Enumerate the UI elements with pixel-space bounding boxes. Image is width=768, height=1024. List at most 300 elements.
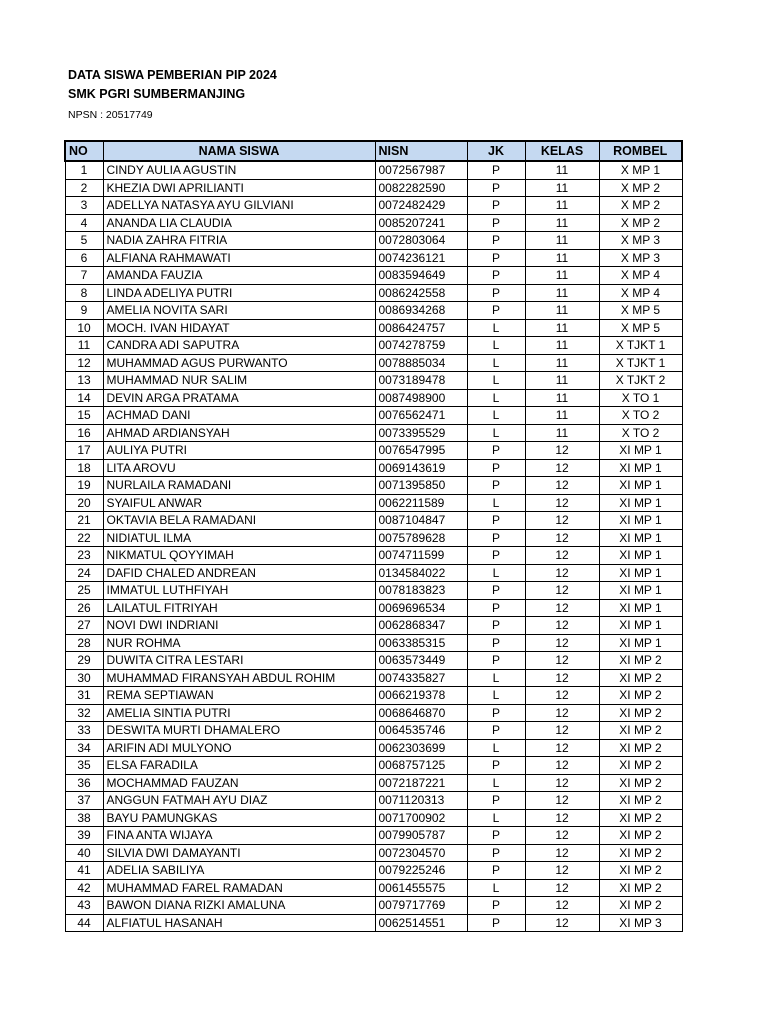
cell-no: 15 [65, 407, 103, 425]
cell-nisn: 0073189478 [375, 372, 467, 390]
cell-nisn: 0062303699 [375, 739, 467, 757]
cell-kelas: 12 [525, 739, 599, 757]
cell-no: 39 [65, 827, 103, 845]
cell-rombel: XI MP 3 [599, 914, 682, 932]
cell-jk: L [467, 424, 525, 442]
cell-no: 35 [65, 757, 103, 775]
cell-jk: P [467, 302, 525, 320]
npsn-label: NPSN : 20517749 [68, 109, 153, 121]
cell-jk: L [467, 687, 525, 705]
cell-kelas: 12 [525, 687, 599, 705]
table-row [65, 337, 682, 355]
cell-no: 32 [65, 704, 103, 722]
table-row [65, 792, 682, 810]
cell-nama: AHMAD ARDIANSYAH [103, 424, 375, 442]
cell-kelas: 12 [525, 477, 599, 495]
col-header-nama: NAMA SISWA [103, 141, 375, 161]
cell-kelas: 12 [525, 564, 599, 582]
cell-no: 24 [65, 564, 103, 582]
cell-kelas: 11 [525, 284, 599, 302]
cell-nisn: 0063573449 [375, 652, 467, 670]
cell-jk: P [467, 634, 525, 652]
table-header [65, 141, 682, 161]
cell-nisn: 0062868347 [375, 617, 467, 635]
table-row [65, 407, 682, 425]
cell-jk: P [467, 442, 525, 460]
cell-nama: ALFIANA RAHMAWATI [103, 249, 375, 267]
cell-no: 38 [65, 809, 103, 827]
cell-rombel: XI MP 1 [599, 512, 682, 530]
col-header-kelas: KELAS [525, 141, 599, 161]
cell-no: 27 [65, 617, 103, 635]
cell-nisn: 0076562471 [375, 407, 467, 425]
table-row [65, 809, 682, 827]
cell-rombel: X MP 2 [599, 179, 682, 197]
cell-rombel: X MP 3 [599, 249, 682, 267]
cell-rombel: XI MP 2 [599, 879, 682, 897]
table-row [65, 512, 682, 530]
cell-jk: P [467, 827, 525, 845]
table-row [65, 599, 682, 617]
document-title: DATA SISWA PEMBERIAN PIP 2024 [68, 68, 277, 82]
cell-nisn: 0068646870 [375, 704, 467, 722]
cell-nisn: 0078183823 [375, 582, 467, 600]
table-row [65, 564, 682, 582]
cell-jk: L [467, 739, 525, 757]
cell-no: 25 [65, 582, 103, 600]
cell-jk: L [467, 494, 525, 512]
cell-rombel: X TO 2 [599, 407, 682, 425]
cell-jk: P [467, 249, 525, 267]
cell-kelas: 12 [525, 617, 599, 635]
cell-rombel: X MP 1 [599, 161, 682, 179]
cell-kelas: 11 [525, 337, 599, 355]
cell-rombel: X MP 5 [599, 319, 682, 337]
cell-jk: P [467, 599, 525, 617]
table-row [65, 757, 682, 775]
table-row [65, 214, 682, 232]
cell-nama: CINDY AULIA AGUSTIN [103, 161, 375, 179]
cell-kelas: 12 [525, 529, 599, 547]
cell-jk: P [467, 722, 525, 740]
cell-no: 6 [65, 249, 103, 267]
cell-kelas: 12 [525, 459, 599, 477]
cell-rombel: XI MP 2 [599, 774, 682, 792]
table-row [65, 372, 682, 390]
table-row [65, 494, 682, 512]
cell-jk: P [467, 529, 525, 547]
cell-no: 5 [65, 232, 103, 250]
cell-nisn: 0074278759 [375, 337, 467, 355]
table-row [65, 477, 682, 495]
cell-nisn: 0086424757 [375, 319, 467, 337]
cell-rombel: XI MP 1 [599, 634, 682, 652]
cell-jk: P [467, 477, 525, 495]
cell-nama: ADELLYA NATASYA AYU GILVIANI [103, 197, 375, 215]
cell-nama: DESWITA MURTI DHAMALERO [103, 722, 375, 740]
cell-kelas: 11 [525, 389, 599, 407]
cell-nisn: 0072567987 [375, 161, 467, 179]
cell-kelas: 12 [525, 494, 599, 512]
table-row [65, 582, 682, 600]
header-row [65, 141, 682, 161]
cell-nisn: 0071700902 [375, 809, 467, 827]
cell-jk: P [467, 792, 525, 810]
cell-no: 20 [65, 494, 103, 512]
cell-kelas: 11 [525, 372, 599, 390]
table-row [65, 354, 682, 372]
cell-nama: DAFID CHALED ANDREAN [103, 564, 375, 582]
cell-nisn: 0063385315 [375, 634, 467, 652]
table-row [65, 249, 682, 267]
cell-rombel: XI MP 1 [599, 477, 682, 495]
col-header-rombel: ROMBEL [599, 141, 682, 161]
cell-nisn: 0061455575 [375, 879, 467, 897]
cell-nisn: 0072803064 [375, 232, 467, 250]
cell-rombel: XI MP 2 [599, 792, 682, 810]
cell-nama: SILVIA DWI DAMAYANTI [103, 844, 375, 862]
cell-rombel: XI MP 2 [599, 757, 682, 775]
cell-rombel: X MP 5 [599, 302, 682, 320]
cell-nisn: 0086242558 [375, 284, 467, 302]
table-row [65, 669, 682, 687]
cell-nisn: 0072304570 [375, 844, 467, 862]
cell-no: 19 [65, 477, 103, 495]
cell-jk: L [467, 564, 525, 582]
cell-rombel: XI MP 2 [599, 704, 682, 722]
cell-nama: ADELIA SABILIYA [103, 862, 375, 880]
cell-nama: LINDA ADELIYA PUTRI [103, 284, 375, 302]
cell-nama: SYAIFUL ANWAR [103, 494, 375, 512]
cell-nisn: 0062514551 [375, 914, 467, 932]
table-row [65, 652, 682, 670]
col-header-no: NO [65, 141, 103, 161]
cell-jk: L [467, 774, 525, 792]
cell-no: 1 [65, 161, 103, 179]
table-row [65, 914, 682, 932]
cell-jk: P [467, 232, 525, 250]
cell-rombel: X TJKT 1 [599, 337, 682, 355]
cell-nama: AULIYA PUTRI [103, 442, 375, 460]
cell-no: 12 [65, 354, 103, 372]
table-row [65, 459, 682, 477]
cell-nisn: 0071395850 [375, 477, 467, 495]
cell-no: 40 [65, 844, 103, 862]
cell-nisn: 0071120313 [375, 792, 467, 810]
table-row [65, 389, 682, 407]
cell-jk: L [467, 337, 525, 355]
cell-nama: MOCH. IVAN HIDAYAT [103, 319, 375, 337]
cell-kelas: 11 [525, 302, 599, 320]
cell-no: 2 [65, 179, 103, 197]
cell-rombel: XI MP 1 [599, 617, 682, 635]
table-row [65, 634, 682, 652]
table-row [65, 704, 682, 722]
cell-jk: L [467, 372, 525, 390]
cell-jk: L [467, 319, 525, 337]
table-row [65, 862, 682, 880]
cell-no: 37 [65, 792, 103, 810]
cell-nisn: 0079905787 [375, 827, 467, 845]
cell-nama: AMELIA SINTIA PUTRI [103, 704, 375, 722]
cell-nisn: 0076547995 [375, 442, 467, 460]
cell-kelas: 12 [525, 652, 599, 670]
cell-nama: LAILATUL FITRIYAH [103, 599, 375, 617]
cell-nisn: 0078885034 [375, 354, 467, 372]
cell-kelas: 11 [525, 179, 599, 197]
cell-nisn: 0079717769 [375, 897, 467, 915]
cell-no: 44 [65, 914, 103, 932]
cell-nama: OKTAVIA BELA RAMADANI [103, 512, 375, 530]
cell-rombel: XI MP 2 [599, 844, 682, 862]
cell-no: 28 [65, 634, 103, 652]
cell-nama: AMANDA FAUZIA [103, 267, 375, 285]
cell-rombel: XI MP 2 [599, 687, 682, 705]
cell-nama: DEVIN ARGA PRATAMA [103, 389, 375, 407]
cell-nama: MOCHAMMAD FAUZAN [103, 774, 375, 792]
table-row [65, 179, 682, 197]
cell-kelas: 11 [525, 424, 599, 442]
table-row [65, 617, 682, 635]
cell-jk: L [467, 809, 525, 827]
cell-nama: NIDIATUL ILMA [103, 529, 375, 547]
cell-nama: IMMATUL LUTHFIYAH [103, 582, 375, 600]
cell-jk: P [467, 214, 525, 232]
table-row [65, 319, 682, 337]
cell-kelas: 12 [525, 512, 599, 530]
cell-kelas: 11 [525, 197, 599, 215]
table-row [65, 879, 682, 897]
cell-kelas: 12 [525, 914, 599, 932]
cell-rombel: XI MP 1 [599, 582, 682, 600]
cell-kelas: 12 [525, 897, 599, 915]
cell-nisn: 0072482429 [375, 197, 467, 215]
cell-rombel: X MP 2 [599, 214, 682, 232]
cell-kelas: 12 [525, 792, 599, 810]
cell-rombel: X TJKT 2 [599, 372, 682, 390]
cell-nisn: 0069143619 [375, 459, 467, 477]
cell-no: 29 [65, 652, 103, 670]
table-row [65, 529, 682, 547]
table-body [65, 161, 682, 932]
cell-no: 14 [65, 389, 103, 407]
cell-nama: ACHMAD DANI [103, 407, 375, 425]
cell-rombel: XI MP 2 [599, 739, 682, 757]
cell-nama: NUR ROHMA [103, 634, 375, 652]
table-row [65, 547, 682, 565]
cell-nama: NADIA ZAHRA FITRIA [103, 232, 375, 250]
cell-rombel: X MP 4 [599, 267, 682, 285]
cell-rombel: XI MP 1 [599, 494, 682, 512]
cell-rombel: X TO 1 [599, 389, 682, 407]
cell-rombel: XI MP 2 [599, 809, 682, 827]
cell-jk: P [467, 652, 525, 670]
cell-no: 26 [65, 599, 103, 617]
cell-nama: MUHAMMAD FAREL RAMADAN [103, 879, 375, 897]
cell-nisn: 0073395529 [375, 424, 467, 442]
cell-nisn: 0085207241 [375, 214, 467, 232]
cell-no: 10 [65, 319, 103, 337]
cell-nisn: 0086934268 [375, 302, 467, 320]
cell-nama: MUHAMMAD NUR SALIM [103, 372, 375, 390]
cell-no: 34 [65, 739, 103, 757]
cell-kelas: 12 [525, 879, 599, 897]
cell-jk: P [467, 459, 525, 477]
cell-kelas: 12 [525, 809, 599, 827]
cell-nisn: 0082282590 [375, 179, 467, 197]
cell-no: 16 [65, 424, 103, 442]
cell-rombel: XI MP 1 [599, 564, 682, 582]
table-row [65, 687, 682, 705]
cell-nama: ALFIATUL HASANAH [103, 914, 375, 932]
col-header-jk: JK [467, 141, 525, 161]
cell-no: 8 [65, 284, 103, 302]
cell-no: 23 [65, 547, 103, 565]
student-table [64, 140, 683, 932]
table-row [65, 722, 682, 740]
cell-jk: L [467, 407, 525, 425]
cell-jk: P [467, 914, 525, 932]
cell-jk: P [467, 844, 525, 862]
school-name: SMK PGRI SUMBERMANJING [68, 87, 246, 101]
cell-rombel: X MP 3 [599, 232, 682, 250]
table-row [65, 844, 682, 862]
cell-kelas: 11 [525, 161, 599, 179]
cell-no: 11 [65, 337, 103, 355]
cell-nama: LITA AROVU [103, 459, 375, 477]
cell-rombel: XI MP 2 [599, 652, 682, 670]
cell-nisn: 0079225246 [375, 862, 467, 880]
cell-kelas: 12 [525, 827, 599, 845]
cell-kelas: 12 [525, 599, 599, 617]
document-header [68, 66, 277, 122]
cell-no: 9 [65, 302, 103, 320]
cell-nisn: 0083594649 [375, 267, 467, 285]
cell-jk: P [467, 862, 525, 880]
cell-nama: BAYU PAMUNGKAS [103, 809, 375, 827]
cell-kelas: 12 [525, 442, 599, 460]
cell-rombel: XI MP 2 [599, 669, 682, 687]
cell-rombel: XI MP 1 [599, 442, 682, 460]
cell-jk: P [467, 284, 525, 302]
cell-jk: L [467, 669, 525, 687]
cell-jk: P [467, 161, 525, 179]
table-row [65, 302, 682, 320]
cell-nama: FINA ANTA WIJAYA [103, 827, 375, 845]
cell-nama: AMELIA NOVITA SARI [103, 302, 375, 320]
cell-jk: P [467, 704, 525, 722]
cell-nisn: 0087104847 [375, 512, 467, 530]
cell-jk: P [467, 582, 525, 600]
cell-nama: ANGGUN FATMAH AYU DIAZ [103, 792, 375, 810]
cell-kelas: 12 [525, 862, 599, 880]
cell-kelas: 11 [525, 232, 599, 250]
cell-nisn: 0075789628 [375, 529, 467, 547]
cell-rombel: X TO 2 [599, 424, 682, 442]
cell-nama: ARIFIN ADI MULYONO [103, 739, 375, 757]
cell-nama: NURLAILA RAMADANI [103, 477, 375, 495]
cell-nama: DUWITA CITRA LESTARI [103, 652, 375, 670]
cell-jk: P [467, 197, 525, 215]
cell-nisn: 0074236121 [375, 249, 467, 267]
cell-rombel: XI MP 2 [599, 862, 682, 880]
cell-rombel: X MP 4 [599, 284, 682, 302]
cell-kelas: 11 [525, 249, 599, 267]
cell-kelas: 11 [525, 267, 599, 285]
cell-no: 17 [65, 442, 103, 460]
cell-no: 18 [65, 459, 103, 477]
cell-nisn: 0069696534 [375, 599, 467, 617]
cell-rombel: XI MP 1 [599, 599, 682, 617]
table-row [65, 161, 682, 179]
cell-rombel: XI MP 1 [599, 529, 682, 547]
cell-nisn: 0072187221 [375, 774, 467, 792]
cell-kelas: 12 [525, 634, 599, 652]
cell-nisn: 0068757125 [375, 757, 467, 775]
cell-kelas: 12 [525, 547, 599, 565]
cell-kelas: 11 [525, 319, 599, 337]
cell-nama: NIKMATUL QOYYIMAH [103, 547, 375, 565]
cell-rombel: XI MP 2 [599, 827, 682, 845]
cell-rombel: X MP 2 [599, 197, 682, 215]
cell-no: 41 [65, 862, 103, 880]
cell-jk: P [467, 179, 525, 197]
cell-no: 36 [65, 774, 103, 792]
cell-jk: P [467, 897, 525, 915]
cell-nama: MUHAMMAD AGUS PURWANTO [103, 354, 375, 372]
cell-kelas: 11 [525, 214, 599, 232]
table-row [65, 267, 682, 285]
cell-no: 43 [65, 897, 103, 915]
cell-rombel: XI MP 2 [599, 897, 682, 915]
cell-nisn: 0074335827 [375, 669, 467, 687]
cell-no: 21 [65, 512, 103, 530]
cell-no: 31 [65, 687, 103, 705]
table-row [65, 827, 682, 845]
cell-no: 7 [65, 267, 103, 285]
cell-nama: CANDRA ADI SAPUTRA [103, 337, 375, 355]
cell-jk: P [467, 512, 525, 530]
cell-nama: ELSA FARADILA [103, 757, 375, 775]
table-row [65, 424, 682, 442]
cell-jk: P [467, 547, 525, 565]
cell-kelas: 12 [525, 844, 599, 862]
cell-kelas: 11 [525, 407, 599, 425]
cell-nisn: 0064535746 [375, 722, 467, 740]
cell-kelas: 12 [525, 704, 599, 722]
cell-nama: ANANDA LIA CLAUDIA [103, 214, 375, 232]
table-row [65, 897, 682, 915]
cell-nisn: 0062211589 [375, 494, 467, 512]
cell-jk: L [467, 879, 525, 897]
cell-nama: KHEZIA DWI APRILIANTI [103, 179, 375, 197]
cell-kelas: 12 [525, 722, 599, 740]
table-row [65, 284, 682, 302]
cell-rombel: XI MP 2 [599, 722, 682, 740]
cell-rombel: X TJKT 1 [599, 354, 682, 372]
table-row [65, 197, 682, 215]
cell-no: 42 [65, 879, 103, 897]
cell-nama: REMA SEPTIAWAN [103, 687, 375, 705]
cell-nisn: 0087498900 [375, 389, 467, 407]
cell-rombel: XI MP 1 [599, 547, 682, 565]
cell-no: 30 [65, 669, 103, 687]
cell-jk: P [467, 267, 525, 285]
cell-rombel: XI MP 1 [599, 459, 682, 477]
table-row [65, 442, 682, 460]
cell-kelas: 11 [525, 354, 599, 372]
cell-kelas: 12 [525, 669, 599, 687]
